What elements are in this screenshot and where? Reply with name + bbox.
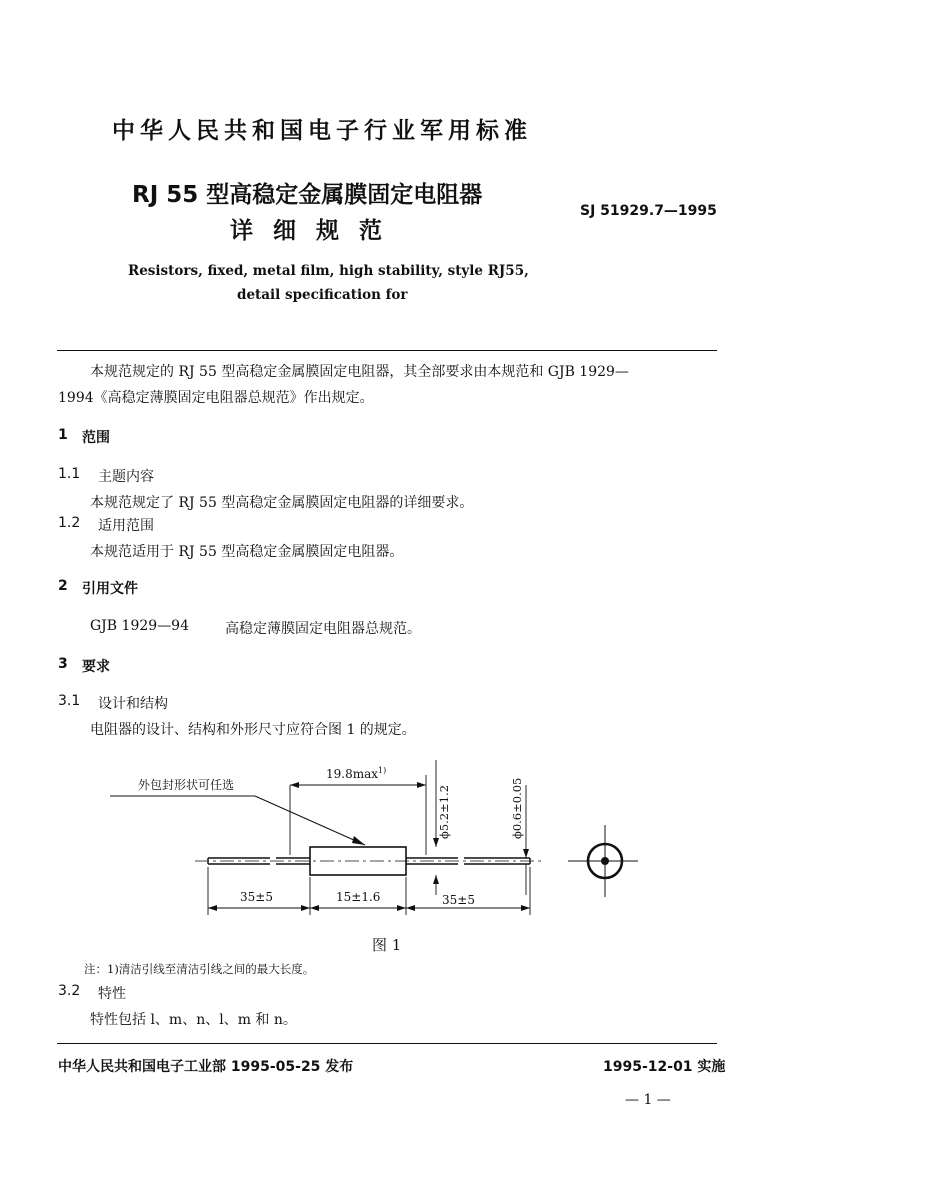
overall-length-label: $19.8\max^{1)}$ xyxy=(326,766,387,781)
section-heading-2: 引用文件 xyxy=(82,581,138,597)
section-number-2: 2 xyxy=(58,578,68,594)
standard-category: 中华人民共和国电子行业军用标准 xyxy=(112,118,532,144)
standard-number: SJ 51929.7—1995 xyxy=(580,203,717,219)
section-heading-3: 要求 xyxy=(82,659,110,675)
english-title-continued: detail specification for xyxy=(237,287,408,303)
section-heading-3-1: 设计和结构 xyxy=(98,696,168,712)
reference-code: GJB 1929—94 xyxy=(90,618,189,634)
reference-name: 高稳定薄膜固定电阻器总规范。 xyxy=(225,621,421,637)
section-number-1-1: 1.1 xyxy=(58,466,81,482)
body-diameter-label: ϕ5.2±1.2 xyxy=(437,784,451,839)
section-text-1-1: 本规范规定了 RJ 55 型高稳定金属膜固定电阻器的详细要求。 xyxy=(90,495,474,511)
document-title: RJ 55 型高稳定金属膜固定电阻器 xyxy=(132,182,483,208)
body-length-label: 15±1.6 xyxy=(336,890,381,904)
resistor-outline-drawing xyxy=(90,755,650,920)
section-heading-1-1: 主题内容 xyxy=(98,469,154,485)
section-text-3-2: 特性包括 l、m、n、l、m 和 n。 xyxy=(90,1012,297,1028)
right-lead-length-label: 35±5 xyxy=(442,893,475,907)
footer-rule xyxy=(57,1043,717,1044)
section-number-1: 1 xyxy=(58,427,68,443)
english-title: Resistors, fixed, metal film, high stability, style RJ55, xyxy=(128,263,529,279)
encapsulation-label: 外包封形状可任选 xyxy=(138,778,235,792)
figure-note: 注：1)清洁引线至清洁引线之间的最大长度。 xyxy=(84,962,315,976)
section-text-3-1: 电阻器的设计、结构和外形尺寸应符合图 1 的规定。 xyxy=(90,722,416,738)
figure-caption: 图 1 xyxy=(372,936,402,954)
page-number: — 1 — xyxy=(625,1092,671,1108)
section-heading-1-2: 适用范围 xyxy=(98,518,154,534)
section-number-1-2: 1.2 xyxy=(58,515,81,531)
document-subtitle: 详 细 规 范 xyxy=(230,218,389,244)
left-lead-length-label: 35±5 xyxy=(240,890,273,904)
section-text-1-2: 本规范适用于 RJ 55 型高稳定金属膜固定电阻器。 xyxy=(90,544,404,560)
intro-paragraph: 本规范规定的 RJ 55 型高稳定金属膜固定电阻器，其全部要求由本规范和 GJB 1929— xyxy=(90,364,629,380)
section-number-3: 3 xyxy=(58,656,68,672)
intro-paragraph-continued: 1994《高稳定薄膜固定电阻器总规范》作出规定。 xyxy=(58,390,374,406)
section-number-3-2: 3.2 xyxy=(58,983,81,999)
issue-info: 中华人民共和国电子工业部 1995-05-25 发布 xyxy=(58,1059,354,1075)
section-number-3-1: 3.1 xyxy=(58,693,81,709)
section-heading-1: 范围 xyxy=(82,430,110,446)
header-rule xyxy=(57,350,717,351)
end-view-icon xyxy=(568,825,638,897)
lead-diameter-label: ϕ0.6±0.05 xyxy=(510,777,524,839)
section-heading-3-2: 特性 xyxy=(98,986,126,1002)
effective-date: 1995-12-01 实施 xyxy=(603,1059,726,1075)
